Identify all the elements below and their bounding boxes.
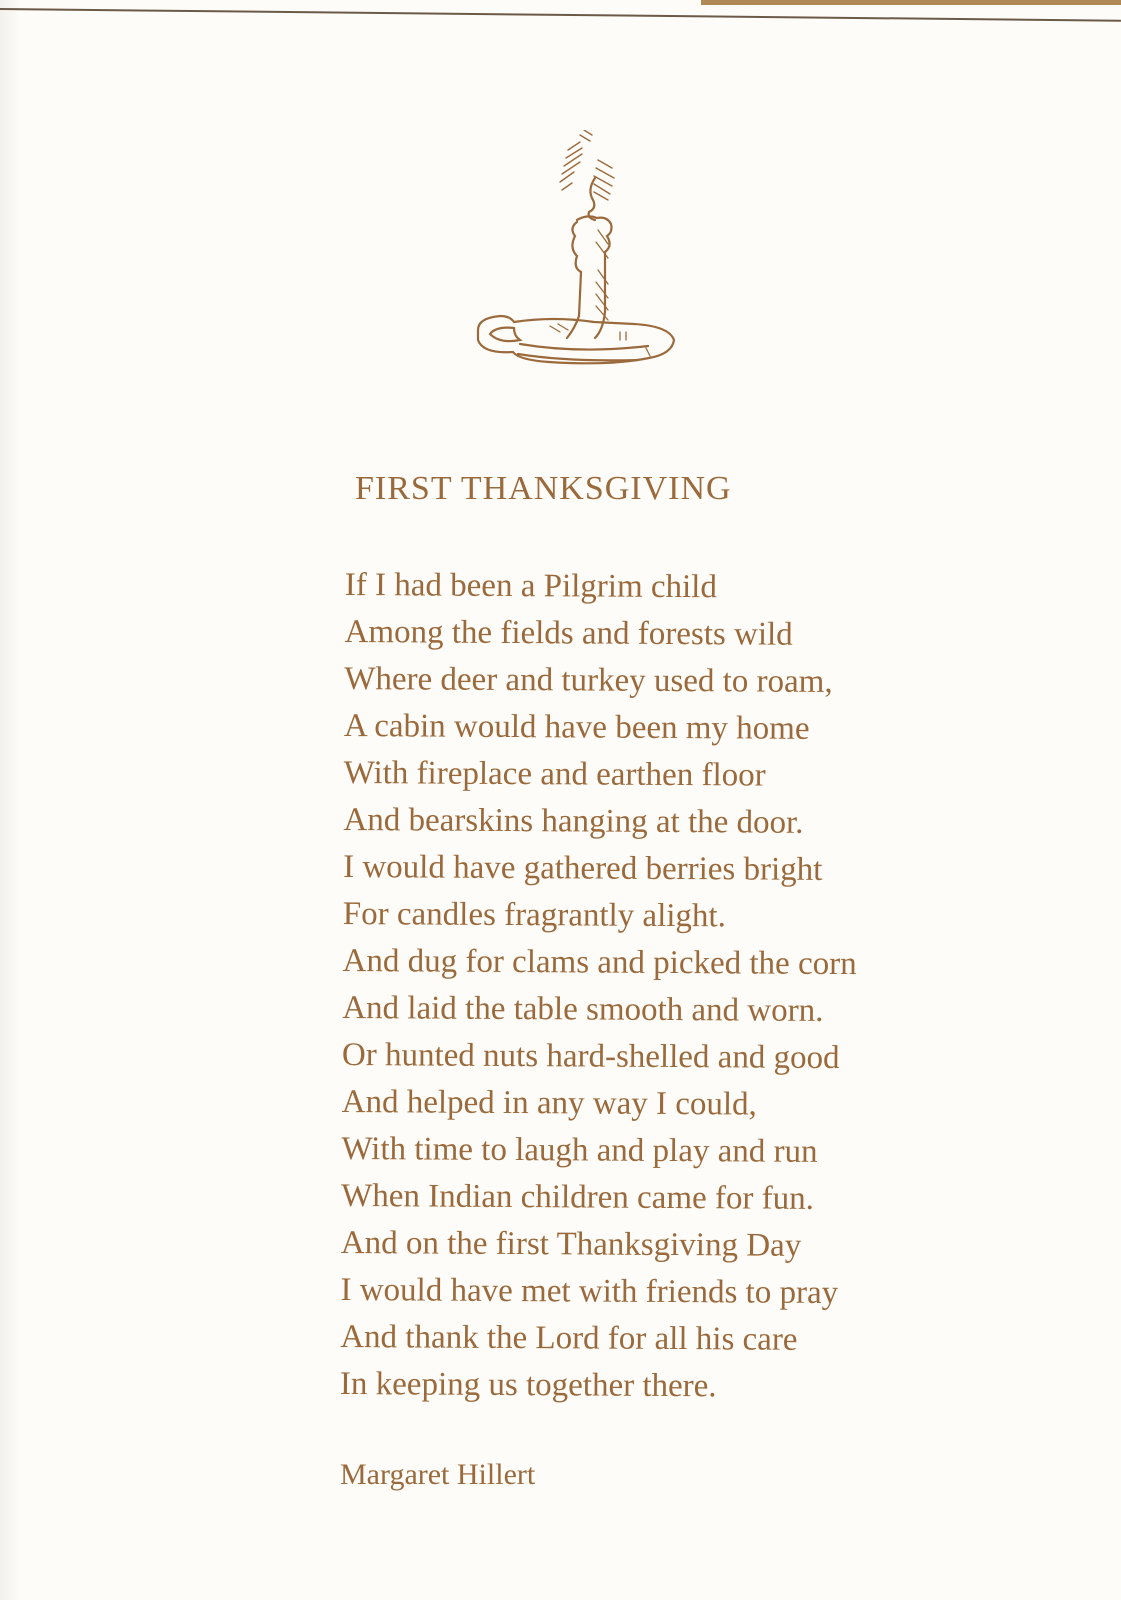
poem-line: And laid the table smooth and worn. (342, 989, 824, 1029)
poem-line: Where deer and turkey used to roam, (344, 660, 833, 700)
poem-line: I would have gathered berries bright (343, 848, 823, 888)
poem-line: I would have met with friends to pray (340, 1271, 839, 1312)
poem-title: FIRST THANKSGIVING (355, 470, 732, 507)
poem-line: When Indian children came for fun. (341, 1177, 815, 1217)
poem-line: Or hunted nuts hard-shelled and good (341, 1036, 840, 1077)
poem-line: And dug for clams and picked the corn (342, 942, 857, 983)
page-edge-shadow (0, 0, 20, 1600)
poem-line: And on the first Thanksgiving Day (340, 1224, 802, 1264)
poem-line: In keeping us together there. (339, 1365, 717, 1405)
poem-line: With fireplace and earthen floor (343, 754, 766, 794)
poem-line: And thank the Lord for all his care (340, 1318, 798, 1358)
candle-in-holder-icon (470, 130, 690, 375)
poem-line: Among the fields and forests wild (344, 613, 793, 653)
poem-line: With time to laugh and play and run (341, 1130, 818, 1170)
poem-line: A cabin would have been my home (343, 707, 810, 747)
poem-line: And helped in any way I could, (341, 1083, 757, 1123)
poem-line: And bearskins hanging at the door. (343, 801, 804, 841)
top-rule (0, 8, 1121, 22)
poem-body (340, 562, 859, 1411)
poem-author: Margaret Hillert (340, 1458, 536, 1491)
page-top-edge (701, 0, 1121, 5)
poem-line: If I had been a Pilgrim child (344, 566, 718, 606)
poem-line: For candles fragrantly alight. (342, 895, 726, 935)
